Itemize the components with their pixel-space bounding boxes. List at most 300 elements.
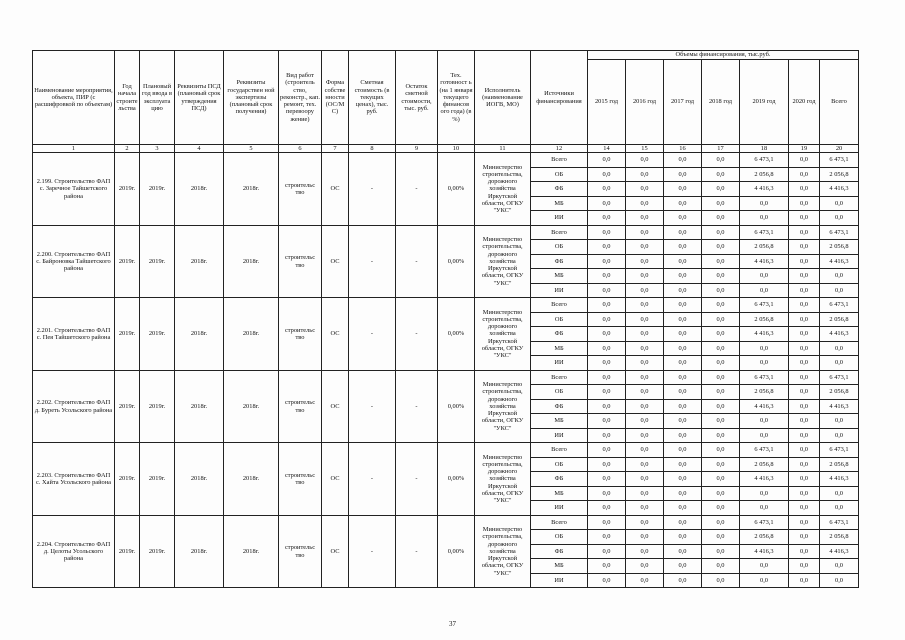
executor: Министерство строительства, дорожного хозяйства Иркутской области, ОГКУ "УКС" [475,298,531,371]
value-2018: 0,0 [702,370,740,385]
value-2019: 0,0 [740,341,789,356]
value-total: 4 416,3 [820,327,859,342]
estimated-cost: - [349,443,396,516]
value-total: 6 473,1 [820,443,859,458]
header-2015: 2015 год [588,60,626,145]
value-2015: 0,0 [588,356,626,371]
funding-source: ОБ [531,167,588,182]
object-name: 2.204. Строительство ФАП д. Целоты Усольского района [33,515,115,588]
value-2017: 0,0 [664,254,702,269]
funding-source: ИИ [531,501,588,516]
value-2017: 0,0 [664,167,702,182]
value-2020: 0,0 [789,327,820,342]
header-planned-year: Плановый год ввода в эксплуата цию [140,51,175,145]
value-2019: 6 473,1 [740,298,789,313]
value-2019: 6 473,1 [740,443,789,458]
value-2020: 0,0 [789,211,820,226]
header-name: Наименование мероприятия, объекта, ПИР (с расшифровкой по объектам) [33,51,115,145]
planned-year: 2019г. [140,443,175,516]
object-name: 2.202. Строительство ФАП д. Буреть Усольского района [33,370,115,443]
table-row [33,370,859,385]
exam-date: 2018г. [224,298,279,371]
value-2018: 0,0 [702,327,740,342]
column-number: 7 [322,145,349,153]
exam-date: 2018г. [224,443,279,516]
value-2019: 4 416,3 [740,182,789,197]
funding-source: Всего [531,298,588,313]
value-2015: 0,0 [588,370,626,385]
year-start: 2019г. [115,370,140,443]
value-2015: 0,0 [588,486,626,501]
psd-date: 2018г. [175,443,224,516]
planned-year: 2019г. [140,153,175,226]
value-2015: 0,0 [588,515,626,530]
value-2015: 0,0 [588,240,626,255]
column-number: 3 [140,145,175,153]
value-2016: 0,0 [626,327,664,342]
value-2018: 0,0 [702,385,740,400]
value-2017: 0,0 [664,515,702,530]
value-2016: 0,0 [626,269,664,284]
value-2020: 0,0 [789,167,820,182]
psd-date: 2018г. [175,370,224,443]
executor: Министерство строительства, дорожного хозяйства Иркутской области, ОГКУ "УКС" [475,370,531,443]
exam-date: 2018г. [224,225,279,298]
funding-source: ФБ [531,327,588,342]
readiness: 0,00% [438,298,475,371]
value-2016: 0,0 [626,182,664,197]
value-2018: 0,0 [702,182,740,197]
funding-source: Всего [531,515,588,530]
year-start: 2019г. [115,298,140,371]
planned-year: 2019г. [140,225,175,298]
funding-source: Всего [531,370,588,385]
value-2018: 0,0 [702,457,740,472]
value-2015: 0,0 [588,385,626,400]
value-2019: 4 416,3 [740,544,789,559]
funding-source: ОБ [531,385,588,400]
value-2017: 0,0 [664,225,702,240]
value-total: 0,0 [820,341,859,356]
value-2019: 0,0 [740,414,789,429]
executor: Министерство строительства, дорожного хозяйства Иркутской области, ОГКУ "УКС" [475,225,531,298]
column-numbers-row [33,145,859,153]
header-2019: 2019 год [740,60,789,145]
funding-source: ИИ [531,211,588,226]
header-sources: Источники финансирования [531,51,588,145]
header-funding-group: Объемы финансирования, тыс.руб. [588,51,859,60]
value-2017: 0,0 [664,269,702,284]
column-number: 2 [115,145,140,153]
value-2015: 0,0 [588,443,626,458]
value-2020: 0,0 [789,182,820,197]
header-remaining-cost: Остаток сметной стоимости, тыс. руб. [396,51,438,145]
value-2015: 0,0 [588,472,626,487]
value-total: 2 056,8 [820,312,859,327]
value-total: 4 416,3 [820,254,859,269]
value-2019: 0,0 [740,356,789,371]
value-2017: 0,0 [664,501,702,516]
value-2018: 0,0 [702,486,740,501]
funding-source: ОБ [531,457,588,472]
value-2015: 0,0 [588,559,626,574]
value-2015: 0,0 [588,254,626,269]
ownership: ОС [322,225,349,298]
ownership: ОС [322,443,349,516]
header-psd: Реквизиты ПСД (плановый срок утверждения ПСД) [175,51,224,145]
value-2020: 0,0 [789,573,820,588]
value-2016: 0,0 [626,341,664,356]
remaining-cost: - [396,225,438,298]
column-number: 8 [349,145,396,153]
funding-source: МБ [531,486,588,501]
value-2015: 0,0 [588,341,626,356]
value-2019: 0,0 [740,283,789,298]
header-2018: 2018 год [702,60,740,145]
value-2016: 0,0 [626,283,664,298]
value-2016: 0,0 [626,399,664,414]
value-2019: 4 416,3 [740,254,789,269]
column-number: 5 [224,145,279,153]
value-2018: 0,0 [702,530,740,545]
value-2019: 0,0 [740,486,789,501]
table-body [33,153,859,588]
value-2018: 0,0 [702,472,740,487]
value-total: 6 473,1 [820,153,859,168]
column-number: 17 [702,145,740,153]
value-2016: 0,0 [626,486,664,501]
value-2017: 0,0 [664,399,702,414]
value-2016: 0,0 [626,298,664,313]
header-year-start: Год начала строите льства [115,51,140,145]
value-total: 6 473,1 [820,225,859,240]
value-2018: 0,0 [702,312,740,327]
value-2017: 0,0 [664,486,702,501]
value-2020: 0,0 [789,196,820,211]
work-type: строительс тво [279,370,322,443]
work-type: строительс тво [279,225,322,298]
value-2019: 6 473,1 [740,153,789,168]
value-total: 0,0 [820,501,859,516]
value-2017: 0,0 [664,544,702,559]
remaining-cost: - [396,153,438,226]
value-total: 4 416,3 [820,182,859,197]
value-2019: 6 473,1 [740,370,789,385]
value-2016: 0,0 [626,240,664,255]
value-2016: 0,0 [626,225,664,240]
value-2017: 0,0 [664,530,702,545]
value-2020: 0,0 [789,298,820,313]
object-name: 2.200. Строительство ФАП с. Байроновка Тайшетского района [33,225,115,298]
value-total: 0,0 [820,269,859,284]
value-2020: 0,0 [789,457,820,472]
value-2018: 0,0 [702,196,740,211]
value-2016: 0,0 [626,428,664,443]
value-2019: 0,0 [740,573,789,588]
estimated-cost: - [349,298,396,371]
value-2018: 0,0 [702,573,740,588]
value-2019: 0,0 [740,269,789,284]
value-2016: 0,0 [626,254,664,269]
value-2018: 0,0 [702,341,740,356]
value-2017: 0,0 [664,443,702,458]
funding-table [32,50,859,588]
year-start: 2019г. [115,443,140,516]
value-2015: 0,0 [588,182,626,197]
column-number: 12 [531,145,588,153]
value-2019: 2 056,8 [740,240,789,255]
header-total: Всего [820,60,859,145]
value-2020: 0,0 [789,385,820,400]
value-2017: 0,0 [664,370,702,385]
readiness: 0,00% [438,225,475,298]
value-total: 6 473,1 [820,515,859,530]
year-start: 2019г. [115,153,140,226]
value-2015: 0,0 [588,211,626,226]
value-2018: 0,0 [702,356,740,371]
column-number: 11 [475,145,531,153]
header-estimated-cost: Сметная стоимость (в текущих ценах), тыс. руб. [349,51,396,145]
value-total: 0,0 [820,559,859,574]
value-2020: 0,0 [789,515,820,530]
value-2017: 0,0 [664,428,702,443]
value-2018: 0,0 [702,544,740,559]
funding-source: ФБ [531,182,588,197]
column-number: 20 [820,145,859,153]
value-2020: 0,0 [789,559,820,574]
value-2017: 0,0 [664,573,702,588]
exam-date: 2018г. [224,515,279,588]
value-2017: 0,0 [664,457,702,472]
value-2020: 0,0 [789,530,820,545]
remaining-cost: - [396,370,438,443]
column-number: 16 [664,145,702,153]
value-2015: 0,0 [588,573,626,588]
value-2015: 0,0 [588,457,626,472]
value-2016: 0,0 [626,414,664,429]
header-2020: 2020 год [789,60,820,145]
funding-source: Всего [531,443,588,458]
column-number: 9 [396,145,438,153]
value-2020: 0,0 [789,443,820,458]
value-2019: 4 416,3 [740,327,789,342]
funding-source: ИИ [531,573,588,588]
value-2017: 0,0 [664,356,702,371]
funding-source: ФБ [531,544,588,559]
value-total: 0,0 [820,414,859,429]
value-2015: 0,0 [588,428,626,443]
value-2018: 0,0 [702,298,740,313]
readiness: 0,00% [438,370,475,443]
value-2019: 2 056,8 [740,167,789,182]
work-type: строительс тво [279,443,322,516]
funding-source: ИИ [531,283,588,298]
funding-source: МБ [531,414,588,429]
value-2020: 0,0 [789,544,820,559]
value-2016: 0,0 [626,515,664,530]
funding-source: ОБ [531,530,588,545]
value-total: 0,0 [820,573,859,588]
value-2019: 0,0 [740,428,789,443]
value-2016: 0,0 [626,385,664,400]
value-2015: 0,0 [588,312,626,327]
value-2015: 0,0 [588,153,626,168]
value-2020: 0,0 [789,312,820,327]
value-2019: 6 473,1 [740,225,789,240]
value-2016: 0,0 [626,196,664,211]
value-2019: 4 416,3 [740,472,789,487]
value-2017: 0,0 [664,559,702,574]
value-2018: 0,0 [702,269,740,284]
value-2016: 0,0 [626,211,664,226]
value-2018: 0,0 [702,443,740,458]
header-2016: 2016 год [626,60,664,145]
value-2018: 0,0 [702,515,740,530]
header-state-exam: Реквизиты государствен ной экспертизы (плановый срок получения) [224,51,279,145]
value-2016: 0,0 [626,167,664,182]
value-2020: 0,0 [789,356,820,371]
value-2015: 0,0 [588,167,626,182]
value-2019: 0,0 [740,211,789,226]
ownership: ОС [322,515,349,588]
funding-source: ИИ [531,428,588,443]
value-total: 4 416,3 [820,399,859,414]
funding-source: Всего [531,153,588,168]
value-2016: 0,0 [626,356,664,371]
funding-source: ФБ [531,254,588,269]
value-2015: 0,0 [588,399,626,414]
value-2020: 0,0 [789,428,820,443]
header-2017: 2017 год [664,60,702,145]
funding-source: МБ [531,559,588,574]
value-2017: 0,0 [664,385,702,400]
planned-year: 2019г. [140,370,175,443]
table-row [33,153,859,168]
value-2020: 0,0 [789,240,820,255]
value-2020: 0,0 [789,501,820,516]
column-number: 4 [175,145,224,153]
value-total: 2 056,8 [820,240,859,255]
value-2018: 0,0 [702,414,740,429]
planned-year: 2019г. [140,515,175,588]
work-type: строительс тво [279,153,322,226]
value-total: 2 056,8 [820,385,859,400]
value-2020: 0,0 [789,414,820,429]
value-2019: 2 056,8 [740,312,789,327]
value-2020: 0,0 [789,399,820,414]
page-number: 37 [449,620,456,628]
value-2018: 0,0 [702,559,740,574]
value-2016: 0,0 [626,312,664,327]
value-2016: 0,0 [626,472,664,487]
funding-source: Всего [531,225,588,240]
value-2018: 0,0 [702,225,740,240]
value-2016: 0,0 [626,501,664,516]
column-number: 6 [279,145,322,153]
estimated-cost: - [349,515,396,588]
value-total: 2 056,8 [820,167,859,182]
value-total: 0,0 [820,428,859,443]
planned-year: 2019г. [140,298,175,371]
value-total: 2 056,8 [820,530,859,545]
year-start: 2019г. [115,515,140,588]
value-2019: 0,0 [740,196,789,211]
value-2016: 0,0 [626,530,664,545]
value-2018: 0,0 [702,283,740,298]
object-name: 2.201. Строительство ФАП с. Пея Тайшетского района [33,298,115,371]
header-work-type: Вид работ (строитель ство, реконстр., кап. ремонт, тех. перевоору жение) [279,51,322,145]
value-2019: 2 056,8 [740,385,789,400]
funding-source: ОБ [531,240,588,255]
value-2015: 0,0 [588,269,626,284]
value-total: 6 473,1 [820,370,859,385]
funding-source: МБ [531,196,588,211]
value-2017: 0,0 [664,153,702,168]
value-2017: 0,0 [664,182,702,197]
table-row [33,515,859,530]
value-2017: 0,0 [664,196,702,211]
value-2018: 0,0 [702,211,740,226]
remaining-cost: - [396,443,438,516]
value-2015: 0,0 [588,530,626,545]
value-2020: 0,0 [789,269,820,284]
psd-date: 2018г. [175,225,224,298]
ownership: ОС [322,298,349,371]
value-2018: 0,0 [702,153,740,168]
estimated-cost: - [349,225,396,298]
funding-source: ФБ [531,399,588,414]
funding-source: МБ [531,341,588,356]
value-total: 0,0 [820,486,859,501]
value-2018: 0,0 [702,501,740,516]
remaining-cost: - [396,298,438,371]
value-total: 0,0 [820,211,859,226]
value-2020: 0,0 [789,486,820,501]
value-2019: 4 416,3 [740,399,789,414]
value-2019: 0,0 [740,501,789,516]
column-number: 10 [438,145,475,153]
value-2018: 0,0 [702,399,740,414]
value-2020: 0,0 [789,225,820,240]
object-name: 2.203. Строительство ФАП с. Хайта Усольского района [33,443,115,516]
value-total: 0,0 [820,196,859,211]
funding-source: ИИ [531,356,588,371]
readiness: 0,00% [438,443,475,516]
value-2017: 0,0 [664,298,702,313]
value-2017: 0,0 [664,211,702,226]
value-2020: 0,0 [789,283,820,298]
column-number: 15 [626,145,664,153]
value-2017: 0,0 [664,341,702,356]
value-2020: 0,0 [789,254,820,269]
value-2017: 0,0 [664,312,702,327]
value-total: 4 416,3 [820,544,859,559]
estimated-cost: - [349,153,396,226]
value-2020: 0,0 [789,153,820,168]
value-2015: 0,0 [588,414,626,429]
value-2015: 0,0 [588,225,626,240]
value-2019: 6 473,1 [740,515,789,530]
table-header [33,51,859,153]
value-2020: 0,0 [789,472,820,487]
work-type: строительс тво [279,515,322,588]
value-2015: 0,0 [588,544,626,559]
column-number: 19 [789,145,820,153]
value-total: 0,0 [820,283,859,298]
value-2015: 0,0 [588,298,626,313]
value-total: 2 056,8 [820,457,859,472]
readiness: 0,00% [438,153,475,226]
